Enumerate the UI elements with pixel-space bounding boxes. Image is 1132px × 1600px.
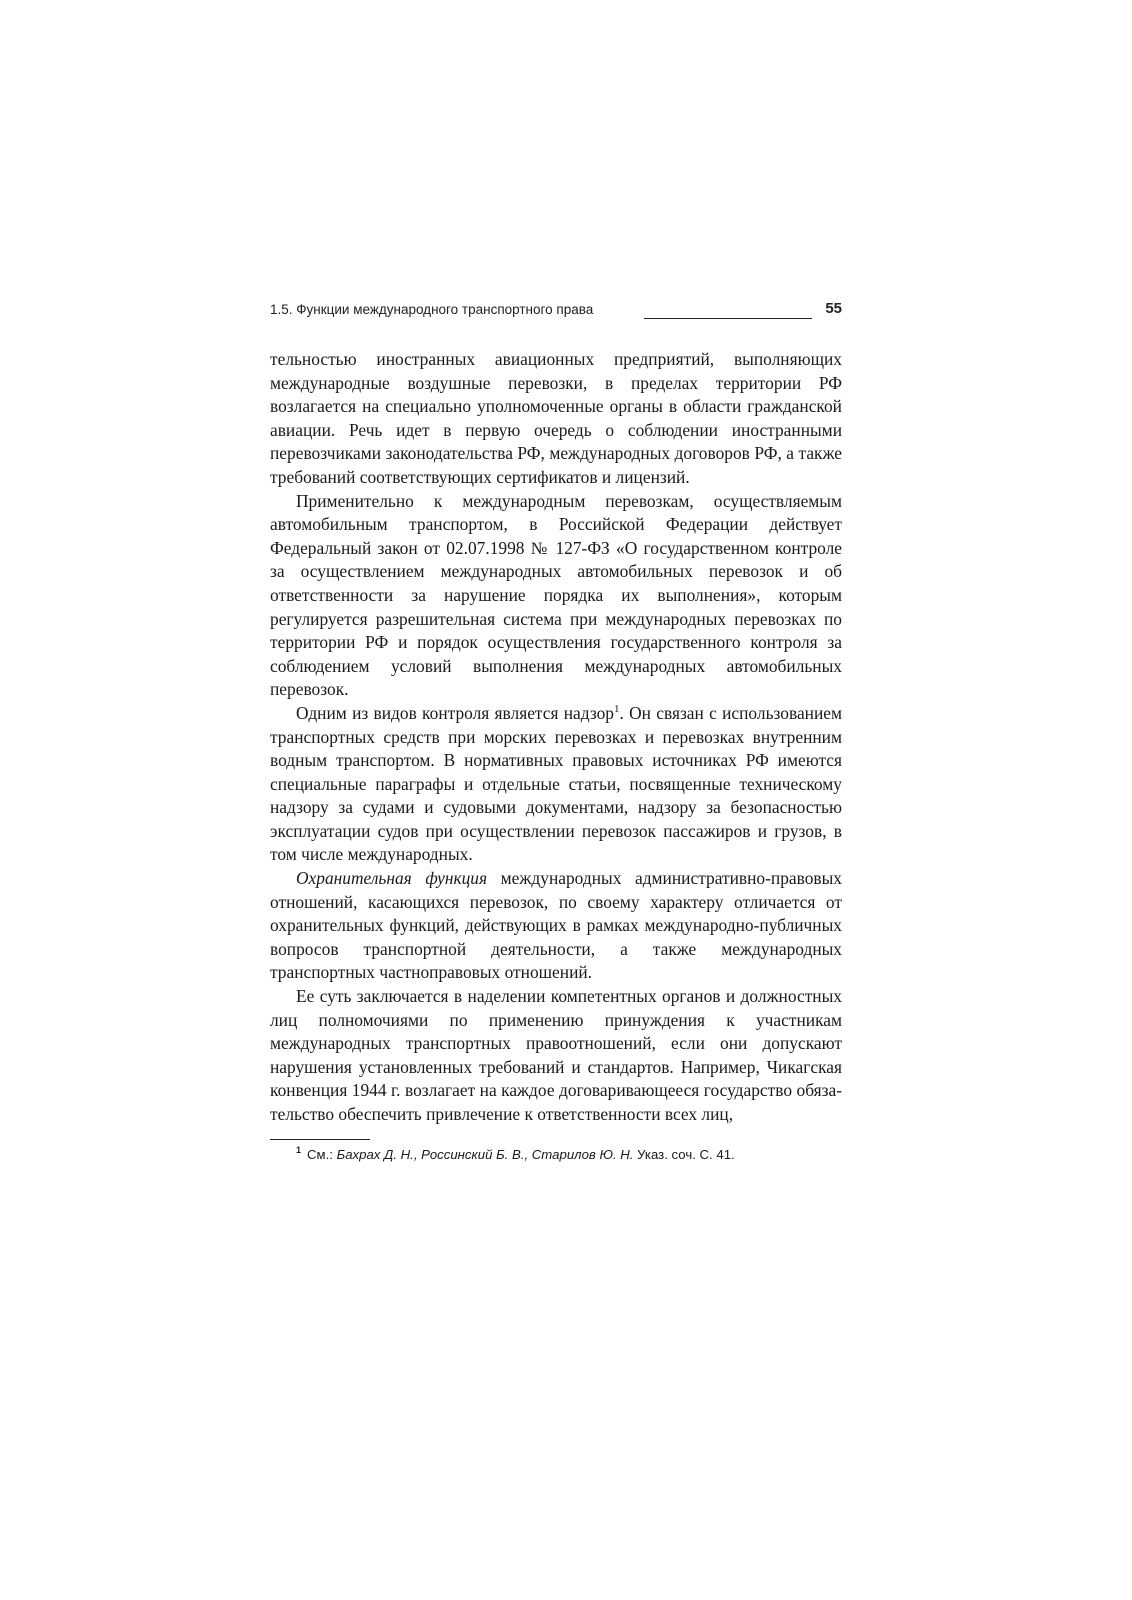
footnote-number: 1 <box>296 1145 302 1156</box>
running-head-rule <box>644 318 812 319</box>
paragraph-4 <box>270 867 842 985</box>
book-page <box>270 300 842 1164</box>
running-head-title: 1.5. Функции международного транспортного права <box>270 302 594 317</box>
paragraph-3-text-after: . Он связан с использованием транспортных средств при морских перевозках и перевозках внутренним водным транспортом. В нормативных правовых источниках РФ имеются специальные параграфы и отдельные статьи, посвященные техническому надзору за судами и судовыми документами, надзору за безопасностью эксплуатации судов при осуществлении перевозок пассажиров и грузов, в том числе международных. <box>270 702 843 865</box>
footnote-reference[interactable]: 1 <box>613 703 620 716</box>
paragraph-4-text-after: международных административно-правовых отношений, касающихся перевозок, по своему характеру отличается от охранительных функций, действующих в рамках международно-публичных вопросов транспортной деятельности, а также международных транспортных частноправовых отношений. <box>270 868 842 983</box>
footnote <box>270 1146 842 1164</box>
body-text <box>270 348 842 1127</box>
page-number: 55 <box>825 300 842 317</box>
paragraph-5: Ее суть заключается в наделении компетентных органов и должностных лиц полномочиями по применению принуждения к участникам международных транспортных правоотношений, если они допускают нарушения установленных требований и стандартов. Например, Чикагская конвенция 1944 г. возлагает на каждое договаривающееся государство обязательство обеспечить привлечение к ответственности всех лиц, <box>270 986 842 1124</box>
running-head <box>270 300 842 322</box>
footnote-authors: Бахрах Д. Н., Россинский Б. В., Старилов Ю. Н. <box>336 1146 634 1162</box>
paragraph-2: Применительно к международным перевозкам, осуществляемым автомобильным транспортом, в Российской Федерации действует Федеральный закон от 02.07.1998 № 127-ФЗ «О государственном контроле за осуществлением международных автомобильных перевозок и об ответственности за нарушение порядка их выполнения», которым регулируется разрешительная система при международных перевозках по территории РФ и порядок осуществления государственного контроля за соблюдением условий выполнения международных автомобильных перевозок. <box>270 490 842 700</box>
paragraph-1: тельностью иностранных авиационных предприятий, выполняющих международные воздушные перевозки, в пределах территории РФ возлагается на специально уполномоченные органы в области гражданской авиации. Речь идет в первую очередь о соблюдении иностранными перевозчиками законодательства РФ, международных договоров РФ, а также требований соответствующих сертификатов и лицензий. <box>270 349 842 487</box>
paragraph-4-italic-term: Охранительная функция <box>296 868 488 889</box>
footnote-prefix: См.: <box>307 1146 337 1162</box>
footnote-suffix: Указ. соч. С. 41. <box>633 1146 735 1162</box>
paragraph-3 <box>270 702 842 867</box>
footnote-rule <box>270 1139 370 1140</box>
paragraph-3-text-before: Одним из видов контроля является надзор <box>296 702 614 723</box>
